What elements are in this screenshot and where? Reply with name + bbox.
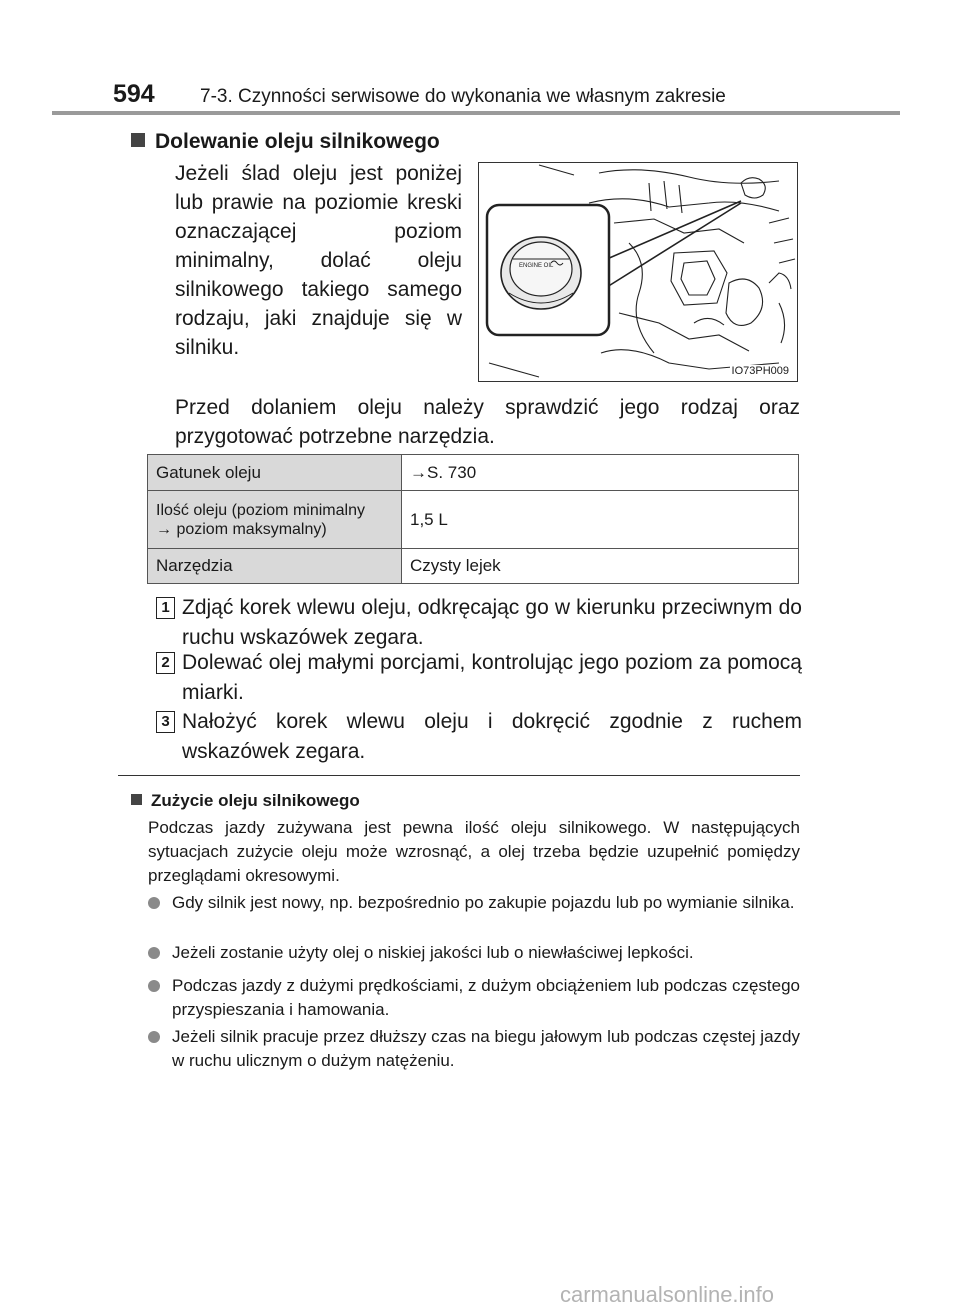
watermark: carmanualsonline.info xyxy=(560,1282,775,1307)
step-item xyxy=(156,707,802,767)
note-body: Podczas jazdy zużywana jest pewna ilość oleju silnikowego. W następujących sytuacjach zużycie oleju może wzrosnąć, a olej trzeba będzie uzupełnić pomiędzy przeglądami okresowymi. xyxy=(148,818,800,885)
note-title-text: Zużycie oleju silnikowego xyxy=(151,791,360,810)
section-divider xyxy=(118,775,800,776)
table-key: Narzędzia xyxy=(148,549,402,584)
note-title xyxy=(131,791,360,811)
step-item xyxy=(156,593,802,653)
table-value: Czysty lejek xyxy=(402,549,799,584)
circle-bullet-icon xyxy=(148,980,160,992)
list-item xyxy=(148,1025,800,1073)
table-value: →S. 730 xyxy=(402,455,799,491)
table-row xyxy=(148,455,799,491)
step-item xyxy=(156,648,802,708)
list-item xyxy=(148,941,800,965)
engine-oil-cap-label: ENGINE OIL xyxy=(519,263,554,269)
list-item-text: Jeżeli zostanie użyty olej o niskiej jakości lub o niewłaściwej lepkości. xyxy=(172,943,694,962)
preparation-paragraph: Przed dolaniem oleju należy sprawdzić jego rodzaj oraz przygotować potrzebne narzędzia. xyxy=(175,396,800,448)
table-row xyxy=(148,491,799,549)
table-key-line: Ilość oleju (poziom minimalny xyxy=(156,501,365,519)
table-row xyxy=(148,549,799,584)
table-key: Gatunek oleju xyxy=(148,455,402,491)
step-text: Zdjąć korek wlewu oleju, odkręcając go w kierunku przeciwnym do ruchu wskazówek zegara. xyxy=(182,596,802,649)
circle-bullet-icon xyxy=(148,947,160,959)
header-divider xyxy=(52,111,900,115)
figure-code: IO73PH009 xyxy=(731,365,789,377)
step-text: Dolewać olej małymi porcjami, kontrolując jego poziom za pomocą miarki. xyxy=(182,651,802,704)
step-number: 2 xyxy=(156,652,175,674)
list-item-text: Podczas jazdy z dużymi prędkościami, z dużym obciążeniem lub podczas częstego przyspieszania i hamowania. xyxy=(172,976,800,1019)
page-header xyxy=(113,80,903,112)
table-key xyxy=(148,491,402,549)
table-key-line: → poziom maksymalny) xyxy=(156,520,327,538)
intro-text: Jeżeli ślad oleju jest poniżej lub prawie na poziomie kreski oznaczającej poziom minimalny, dolać oleju silnikowego takiego samego rodzaju, jaki znajduje się w silniku. xyxy=(175,162,462,359)
table-value: 1,5 L xyxy=(402,491,799,549)
step-text: Nałożyć korek wlewu oleju i dokręcić zgodnie z ruchem wskazówek zegara. xyxy=(182,710,802,763)
oil-spec-table xyxy=(147,454,799,584)
section-title xyxy=(131,130,440,154)
section-title-text: Dolewanie oleju silnikowego xyxy=(155,130,440,153)
square-bullet-icon xyxy=(131,133,145,147)
list-item xyxy=(148,974,800,1022)
square-bullet-icon xyxy=(131,794,142,805)
circle-bullet-icon xyxy=(148,1031,160,1043)
page-number: 594 xyxy=(113,80,155,108)
step-number: 3 xyxy=(156,711,175,733)
list-item xyxy=(148,891,800,915)
engine-bay-illustration xyxy=(479,163,797,381)
list-item-text: Gdy silnik jest nowy, np. bezpośrednio po zakupie pojazdu lub po wymianie silnika. xyxy=(172,893,795,912)
engine-oil-cap-figure xyxy=(478,162,798,382)
chapter-title: 7-3. Czynności serwisowe do wykonania we własnym zakresie xyxy=(200,86,726,107)
list-item-text: Jeżeli silnik pracuje przez dłuższy czas na biegu jałowym lub podczas częstej jazdy w ruchu ulicznym o dużym natężeniu. xyxy=(172,1027,800,1070)
step-number: 1 xyxy=(156,597,175,619)
circle-bullet-icon xyxy=(148,897,160,909)
